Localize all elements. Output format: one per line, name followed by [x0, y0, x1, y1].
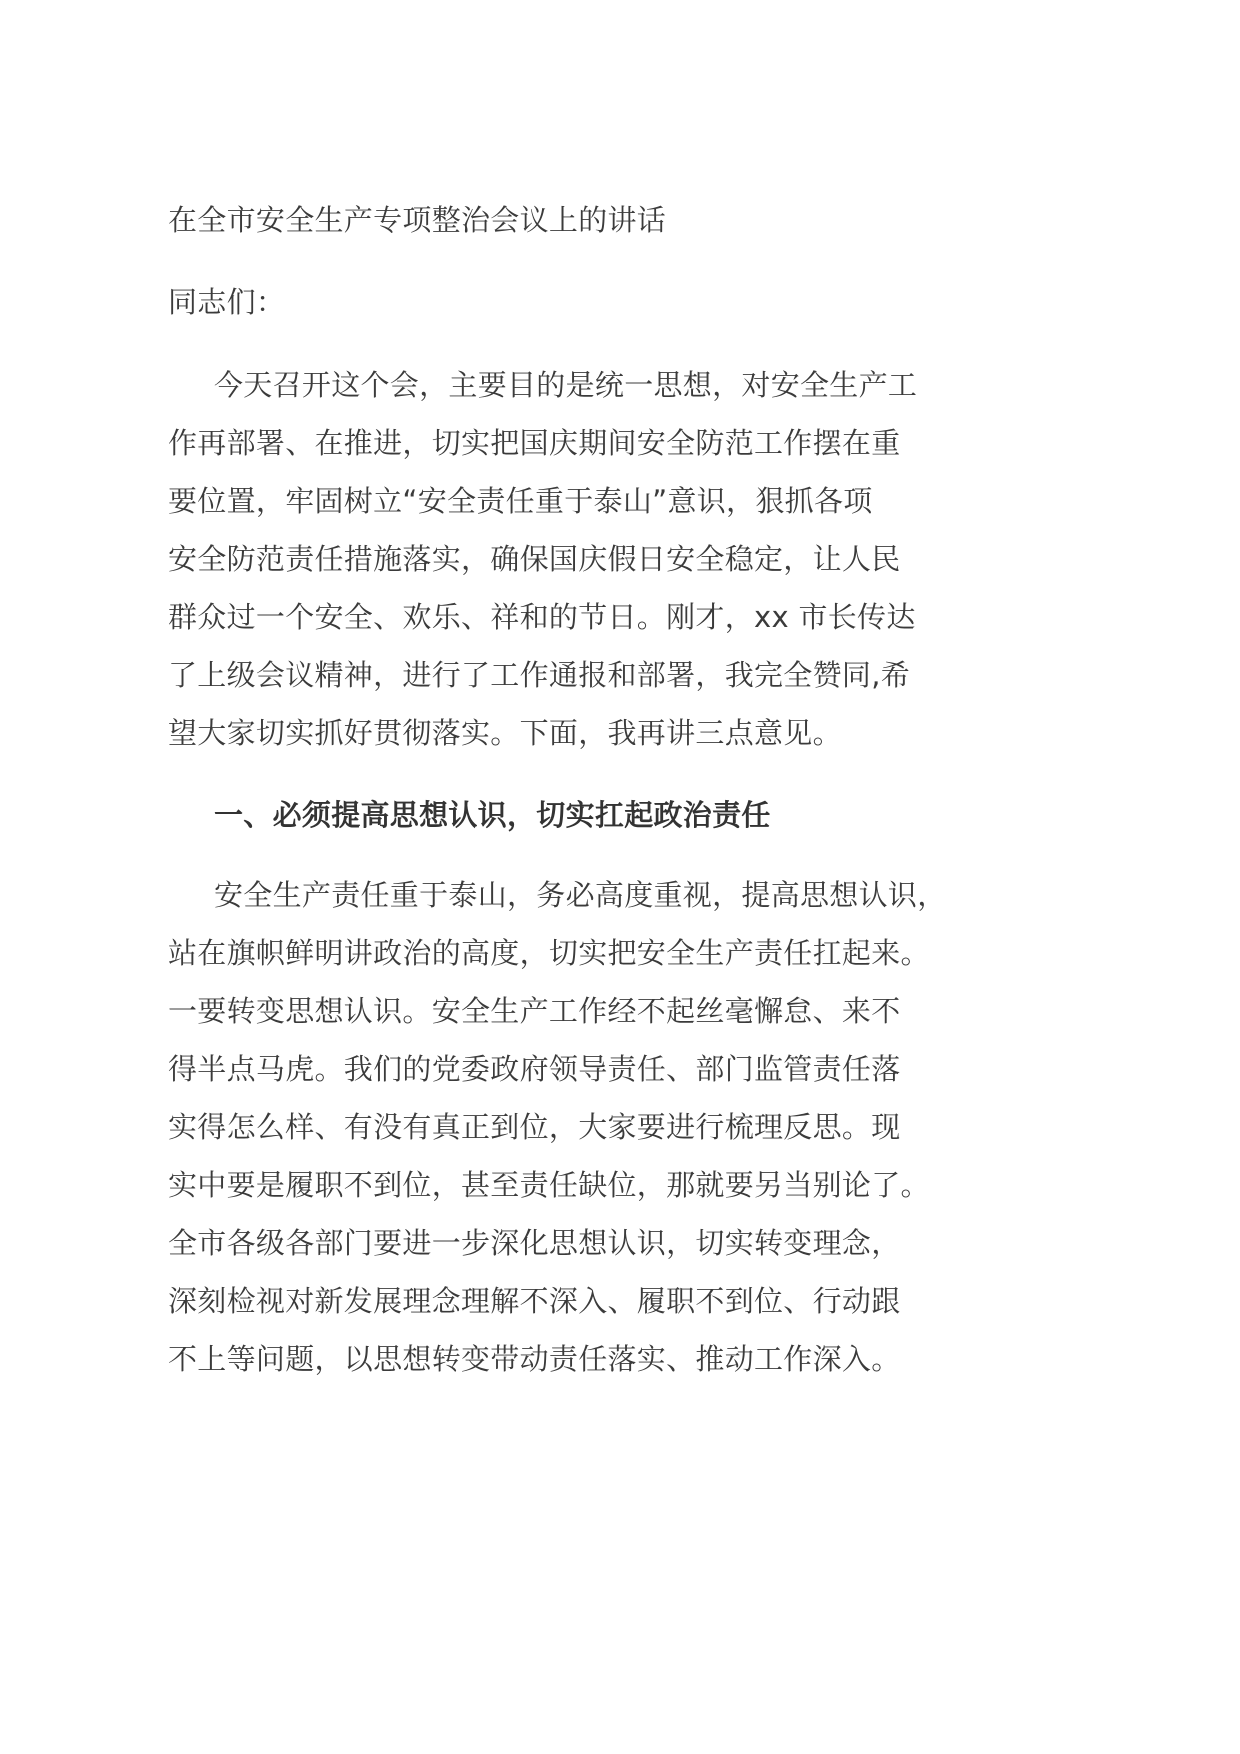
paragraph-line: 深刻检视对新发展理念理解不深入、履职不到位、行动跟 — [168, 1284, 901, 1318]
paragraph-line: 安全生产责任重于泰山，务必高度重视，提高思想认识， — [214, 878, 947, 912]
salutation: 同志们： — [168, 285, 286, 319]
paragraph-line: 要位置，牢固树立“安全责任重于泰山”意识，狠抓各项 — [168, 484, 873, 518]
paragraph-line: 今天召开这个会，主要目的是统一思想，对安全生产工 — [214, 368, 918, 402]
paragraph-line: 了上级会议精神，进行了工作通报和部署，我完全赞同,希 — [168, 658, 911, 692]
paragraph-line: 全市各级各部门要进一步深化思想认识，切实转变理念， — [168, 1226, 901, 1260]
paragraph-line: 站在旗帜鲜明讲政治的高度，切实把安全生产责任扛起来。 — [168, 936, 930, 970]
paragraph-line: 一要转变思想认识。安全生产工作经不起丝毫懈怠、来不 — [168, 994, 901, 1028]
paragraph-line: 得半点马虎。我们的党委政府领导责任、部门监管责任落 — [168, 1052, 901, 1086]
paragraph-line: 作再部署、在推进，切实把国庆期间安全防范工作摆在重 — [168, 426, 901, 460]
section-heading: 一、必须提高思想认识，切实扛起政治责任 — [214, 798, 771, 832]
paragraph-line: 实得怎么样、有没有真正到位，大家要进行梳理反思。现 — [168, 1110, 901, 1144]
paragraph-line: 望大家切实抓好贯彻落实。下面，我再讲三点意见。 — [168, 716, 842, 750]
paragraph-line: 不上等问题，以思想转变带动责任落实、推动工作深入。 — [168, 1342, 901, 1376]
paragraph-line: 安全防范责任措施落实，确保国庆假日安全稳定，让人民 — [168, 542, 901, 576]
document-title: 在全市安全生产专项整治会议上的讲话 — [168, 203, 667, 237]
paragraph-line: 群众过一个安全、欢乐、祥和的节日。刚才，xx 市长传达 — [168, 600, 916, 634]
paragraph-line: 实中要是履职不到位，甚至责任缺位，那就要另当别论了。 — [168, 1168, 930, 1202]
